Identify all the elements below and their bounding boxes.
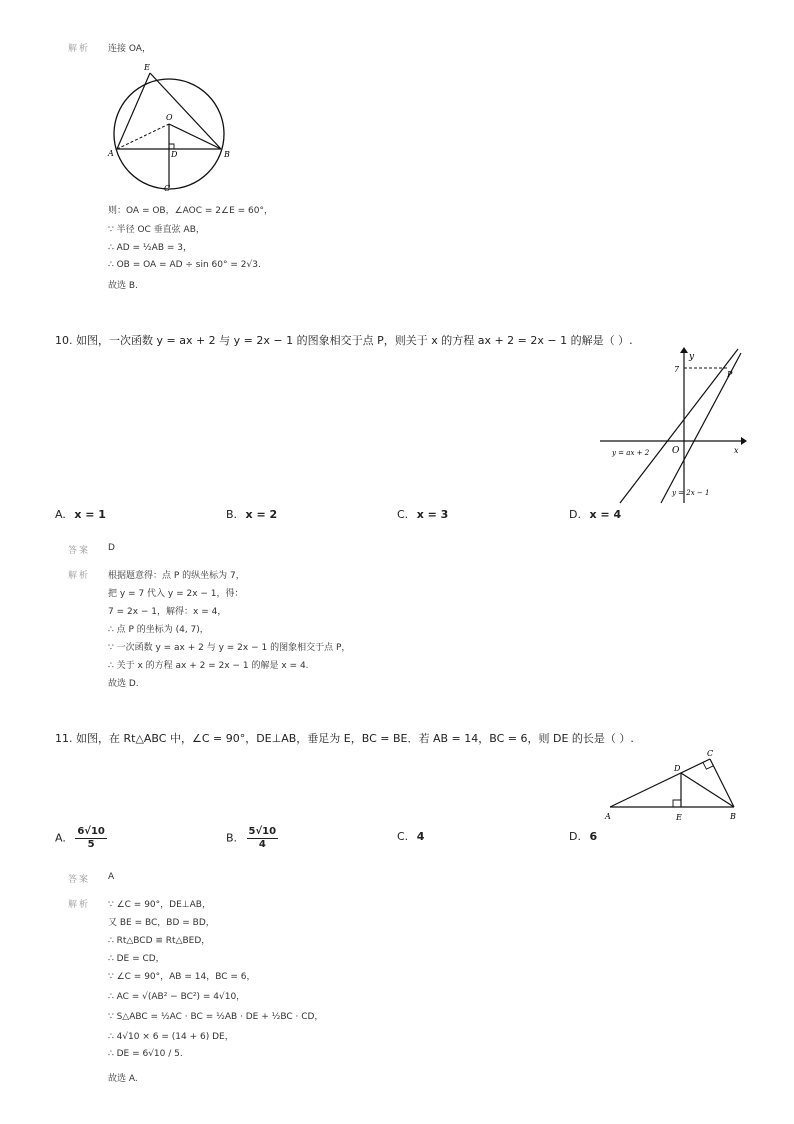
option-fraction (75, 826, 107, 851)
analysis-label: 解析 (68, 900, 91, 910)
answer-label: 答案 (68, 546, 91, 556)
analysis-line: ∴ OB = OA = AD ÷ sin 60° = 2√3. (108, 260, 261, 270)
analysis-line: ∴ DE = 6√10 / 5. (108, 1049, 183, 1059)
analysis-line: 7 = 2x − 1，解得：x = 4， (108, 607, 227, 617)
answer-value: D (108, 543, 115, 553)
point-A-label: A (605, 812, 611, 821)
line2-label: y = 2x − 1 (672, 489, 710, 497)
analysis-intro: 连接 OA， (108, 44, 151, 54)
q10-option-A[interactable] (55, 508, 106, 521)
option-text: x = 4 (589, 508, 622, 521)
circle-figure (105, 60, 235, 195)
analysis-line: 故选 B. (108, 281, 138, 291)
analysis-line: ∴ DE = CD， (108, 954, 165, 964)
analysis-line: ∴ 4√10 × 6 = (14 + 6) DE， (108, 1032, 234, 1042)
x-axis-label: x (734, 446, 739, 455)
option-text: x = 1 (74, 508, 106, 521)
option-text: x = 3 (416, 508, 449, 521)
answer-value: A (108, 872, 115, 882)
origin-label: O (672, 446, 680, 456)
segment-EB (150, 73, 221, 149)
y-axis-arrow (680, 347, 688, 353)
y-axis-label: y (689, 352, 695, 362)
segment-EA (117, 73, 150, 149)
analysis-label: 解析 (68, 44, 91, 54)
analysis-line: 又 BE = BC，BD = BD， (108, 918, 215, 928)
analysis-line: 根据题意得：点 P 的纵坐标为 7， (108, 571, 245, 581)
q11-triangle (600, 745, 750, 825)
right-angle-mark (169, 144, 174, 149)
segment-AC (610, 759, 710, 807)
point-E-label: E (144, 63, 150, 72)
point-C-label: C (164, 184, 171, 193)
option-letter: C. (397, 830, 409, 843)
right-angle-E (673, 800, 681, 807)
point-D-label: D (171, 150, 178, 159)
q10-graph (598, 345, 748, 505)
option-text: 6 (589, 830, 598, 843)
analysis-line: ∵ ∠C = 90°，DE⊥AB， (108, 900, 211, 910)
point-A-label: A (108, 149, 114, 158)
option-letter: A. (55, 508, 66, 521)
analysis-line: ∵ 一次函数 y = ax + 2 与 y = 2x − 1 的图象相交于点 P， (108, 643, 351, 653)
option-fraction (247, 826, 279, 851)
option-letter: D. (569, 830, 581, 843)
q11-option-B[interactable] (226, 826, 278, 851)
analysis-line: ∴ 关于 x 的方程 ax + 2 = 2x − 1 的解是 x = 4. (108, 661, 309, 671)
fraction-denominator: 4 (258, 839, 266, 850)
analysis-line: ∵ ∠C = 90°，AB = 14，BC = 6， (108, 972, 256, 982)
q10-option-B[interactable] (226, 508, 277, 521)
fraction-numerator: 6√10 (77, 826, 105, 837)
analysis-line: ∵ S△ABC = ½AC · BC = ½AB · DE + ½BC · CD， (108, 1012, 324, 1022)
point-B-label: B (224, 150, 230, 159)
point-O-label: O (166, 113, 173, 122)
question-11-stem: 11. 如图，在 Rt△ABC 中，∠C = 90°，DE⊥AB，垂足为 E，BC = BE．若 AB = 14，BC = 6，则 DE 的长是（ ）. (55, 732, 634, 745)
answer-label: 答案 (68, 875, 91, 885)
option-letter: A. (55, 831, 66, 845)
analysis-line: ∴ AD = ½AB = 3， (108, 243, 192, 253)
analysis-label: 解析 (68, 571, 91, 581)
option-letter: B. (226, 831, 238, 845)
q11-option-A[interactable] (55, 826, 107, 851)
analysis-line: 故选 D. (108, 679, 139, 689)
option-text: x = 2 (245, 508, 278, 521)
analysis-line: ∴ AC = √(AB² − BC²) = 4√10， (108, 992, 246, 1002)
point-P-label: P (727, 370, 733, 379)
point-C-label: C (707, 749, 714, 758)
q11-option-C[interactable] (397, 830, 424, 843)
fraction-denominator: 5 (87, 839, 95, 850)
segment-OB (169, 124, 221, 149)
point-D-label: D (674, 764, 681, 773)
point-E-label: E (676, 813, 682, 822)
segment-OA-dashed (117, 124, 169, 149)
x-axis-arrow (741, 437, 747, 445)
q10-option-C[interactable] (397, 508, 448, 521)
point-B-label: B (730, 812, 736, 821)
analysis-line: ∴ 点 P 的坐标为 (4, 7)， (108, 625, 209, 635)
question-10-stem: 10. 如图，一次函数 y = ax + 2 与 y = 2x − 1 的图象相交于点 P，则关于 x 的方程 ax + 2 = 2x − 1 的解是（ ）. (55, 334, 633, 347)
option-letter: D. (569, 508, 581, 521)
analysis-line: 故选 A. (108, 1074, 138, 1084)
line1-label: y = ax + 2 (612, 449, 650, 457)
q11-option-D[interactable] (569, 830, 597, 843)
analysis-line: 把 y = 7 代入 y = 2x − 1，得： (108, 589, 244, 599)
analysis-line: ∵ 半径 OC 垂直弦 AB， (108, 225, 205, 235)
tick-7-label: 7 (674, 365, 680, 374)
option-text: 4 (416, 830, 425, 843)
option-letter: B. (226, 508, 238, 521)
analysis-line: ∴ Rt△BCD ≌ Rt△BED， (108, 936, 211, 946)
analysis-line: 则：OA = OB，∠AOC = 2∠E = 60°， (108, 206, 273, 216)
q10-option-D[interactable] (569, 508, 621, 521)
option-letter: C. (397, 508, 409, 521)
fraction-numerator: 5√10 (248, 826, 277, 837)
